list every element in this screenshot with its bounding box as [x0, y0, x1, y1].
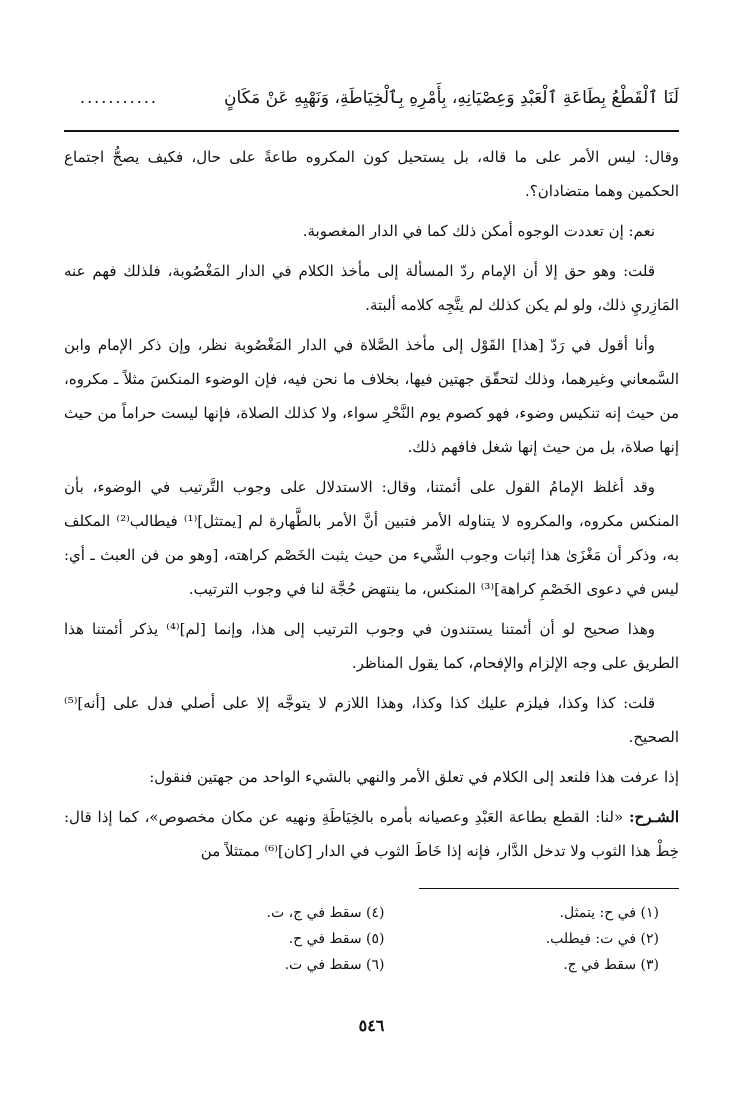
paragraph: قلت: كذا وكذا، فيلزم عليك كذا وكذا، وهذا اللازم لا يتوجَّه إلا على أصلي فدل على [أنه]⁽⁵⁾ الصحيح.: [64, 694, 679, 746]
footnotes: [150, 900, 659, 978]
running-title: لَنَا ٱلْقَطْعُ بِطَاعَةِ ٱلْعَبْدِ وَعِصْيَانِهِ، بِأَمْرِهِ بِٱلْخِيَاطَةِ، وَنَهْيِهِ عَنْ مَكَانٍ: [224, 87, 679, 108]
header-rule: [64, 130, 679, 132]
main-text: [64, 140, 679, 874]
footnote: (٤) سقط في ج، ت.: [266, 905, 385, 921]
paragraph: وأنا أقول في رَدّ [هذا] القَوْل إلى مأخذ الصَّلاة في الدار المَغْصُوبة نظر، وإن ذكر الإمام وابن السَّمعاني وغيرهما، وذلك لتحقّق جهتين فيها، بخلاف ما نحن فيه، فإن الوضوء المنكسَ مثلاً ـ مكروه، من حيث إنه تنكيس وضوء، فهو كصوم يوم النَّحْرِ سواء، ولا كذلك الصلاة، فإنها ليست حراماً من حيث إنها صلاة، بل من حيث إنها شغل فافهم ذلك.: [64, 336, 679, 456]
sharh-lead: الشـرح:: [628, 808, 679, 826]
transition-paragraph: إذا عرفت هذا فلنعد إلى الكلام في تعلق الأمر والنهي بالشيء الواحد من جهتين فنقول:: [149, 768, 679, 786]
footnote: (١) في ح: يتمثل.: [559, 905, 659, 921]
footnote: (٥) سقط في ح.: [288, 931, 385, 947]
paragraph: نعم: إن تعددت الوجوه أمكن ذلك كما في الدار المغصوبة.: [302, 222, 655, 240]
sharh-text: «لنا: القطع بطاعة العَبْدِ وعصيانه بأمره بالخِيَاطَةِ ونهيه عن مكان مخصوص»، كما إذا قال: خِطْ هذا الثوب ولا تدخل الدَّار، فإنه إذا خَاطَ الثوب في الدار [كان]⁽⁶⁾ ممتثلاً من: [64, 808, 679, 860]
paragraph: وقد أغلظ الإمامُ القول على أئمتنا، وقال: الاستدلال على وجوب التَّرتيب في الوضوء، بأن المنكس مكروه، والمكروه لا يتناوله الأمر فتبين أنَّ الأمر بالطَّهارة لم [يمتثل]⁽¹⁾ فيطالب⁽²⁾ المكلف به، وذكر أن مَغْزَىٰ هذا إثبات وجوب الشَّيء من حيث يثبت الخَصْم كراهته، [وهو من فن العبث ـ أي: ليس في دعوى الخَصْمِ كراهة]⁽³⁾ المنكس، ما ينتهض حُجَّة لنا في وجوب الترتيب.: [64, 478, 680, 598]
sharh-paragraph: [64, 800, 679, 868]
running-header: [80, 80, 679, 114]
footnote: (٢) في ت: فيطلب.: [545, 931, 659, 947]
paragraph: قلت: وهو حق إلا أن الإمام ردّ المسألة إلى مأخذ الكلام في الدار المَغْصُوبة، فلذلك فهم عنه المَازِريِ ذلك، ولو لم يكن كذلك لم يتَّجِه كلامه ألبتة.: [64, 262, 679, 314]
paragraph: وقال: ليس الأمر على ما قاله، بل يستحيل كون المكروه طاعةً على حال، فكيف يصحُّ اجتماع الحكمين وهما متضادان؟.: [64, 148, 679, 200]
paragraph: وهذا صحيح لو أن أئمتنا يستندون في وجوب الترتيب إلى هذا، وإنما [لم]⁽⁴⁾ يذكر أئمتنا هذا الطريق على وجه الإلزام والإفحام، كما يقول المناظر.: [64, 620, 679, 672]
header-dots: ...........: [80, 87, 158, 107]
footnote: (٣) سقط في ج.: [563, 957, 659, 973]
footnote: (٦) سقط في ت.: [284, 957, 385, 973]
page-number: ٥٤٦: [358, 1016, 385, 1035]
footnote-rule: [419, 888, 679, 889]
